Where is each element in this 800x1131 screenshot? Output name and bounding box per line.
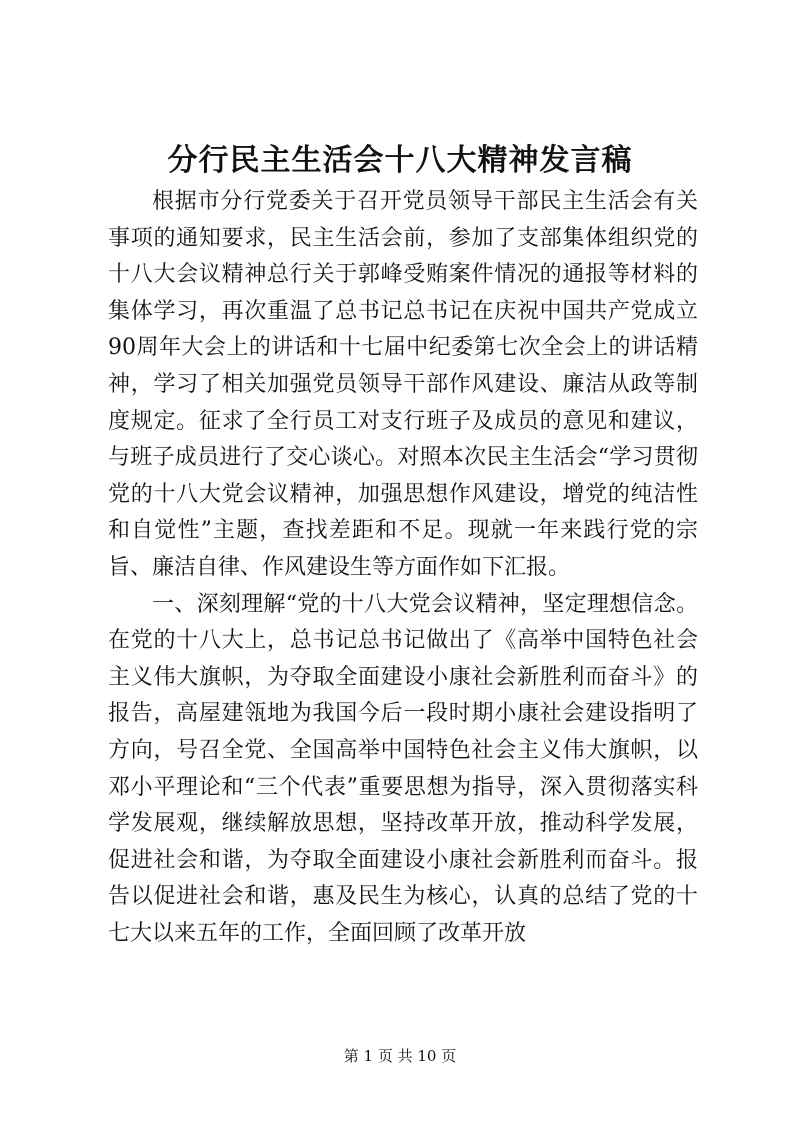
document-title: 分行民主生活会十八大精神发言稿 [167, 143, 633, 178]
page-footer: 第 1 页 共 10 页 [343, 1047, 457, 1065]
paragraph-2: 一、深刻理解“党的十八大党会议精神，坚定理想信念。在党的十八大上，总书记总书记做出了《高举中国特色社会主义伟大旗帜，为夺取全面建设小康社会新胜利而奋斗》的报告，高屋建瓴地为我国今后一段时期小康社会建设指明了方向，号召全党、全国高举中国特色社会主义伟大旗帜，以邓小平理论和“三个代表”重要思想为指导，深入贯彻落实科学发展观，继续解放思想，坚持改革开放，推动科学发展，促进社会和谐，为夺取全面建设小康社会新胜利而奋斗。报告以促进社会和谐，惠及民生为核心，认真的总结了党的十七大以来五年的工作，全面回顾了改革开放 [108, 591, 698, 946]
document-body [108, 184, 698, 952]
paragraph-1: 根据市分行党委关于召开党员领导干部民主生活会有关事项的通知要求，民主生活会前，参加了支部集体组织党的十八大会议精神总行关于郭峰受贿案件情况的通报等材料的集体学习，再次重温了总书记总书记在庆祝中国共产党成立90周年大会上的讲话和十七届中纪委第七次全会上的讲话精神，学习了相关加强党员领导干部作风建设、廉洁从政等制度规定。征求了全行员工对支行班子及成员的意见和建议，与班子成员进行了交心谈心。对照本次民主生活会“学习贯彻党的十八大党会议精神，加强思想作风建设，增党的纯洁性和自觉性”主题，查找差距和不足。现就一年来践行党的宗旨、廉洁自律、作风建设生等方面作如下汇报。 [108, 189, 698, 580]
